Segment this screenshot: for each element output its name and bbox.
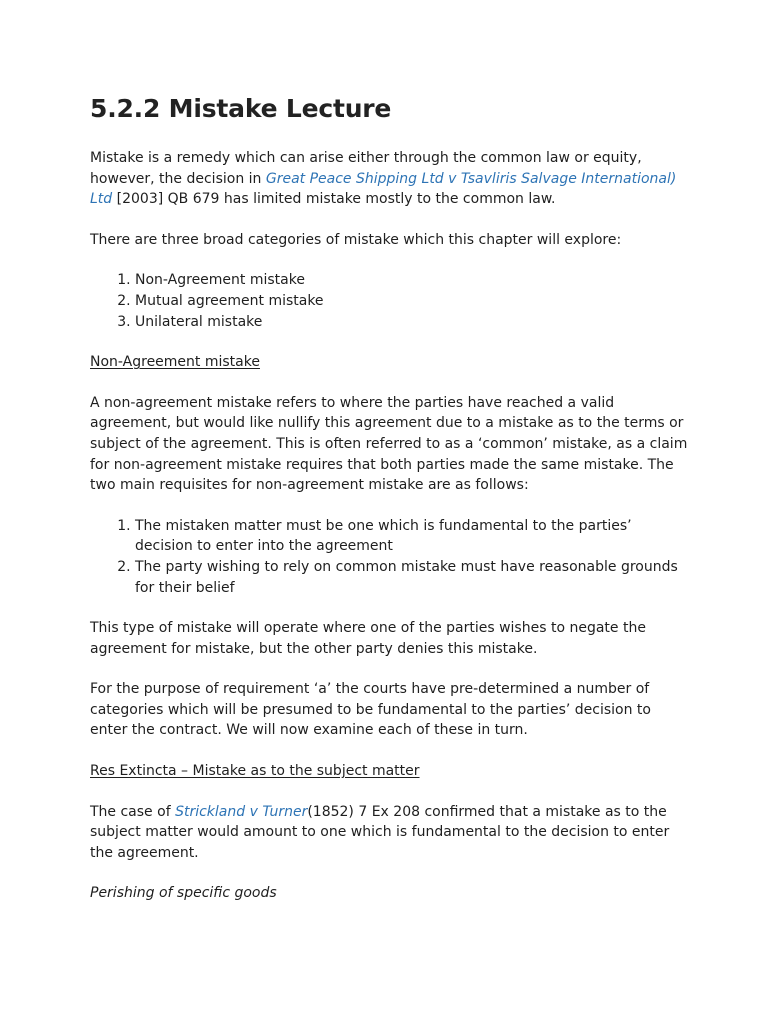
requisites-list [90,516,690,598]
case-link-strickland[interactable]: Strickland v Turner [175,803,308,820]
page-title: 5.2.2 Mistake Lecture [90,94,392,123]
subheading-perishing-goods: Perishing of specific goods [90,885,277,902]
intro-text-after: [2003] QB 679 has limited mistake mostly to the common law. [112,191,556,208]
non-agreement-paragraph: A non-agreement mistake refers to where the parties have reached a valid agreement, but would like nullify this agreement due to a mistake as to the terms or subject of the agreement. This is often referred to as a ‘common’ mistake, as a claim for non-agreement mistake requires that both parties made the same mistake. The two main requisites for non-agreement mistake are as follows: [90,394,688,494]
list-item: 3. Unilateral mistake [135,312,690,333]
list-item: 1. Non-Agreement mistake [135,270,690,291]
section-heading-non-agreement: Non-Agreement mistake [90,354,260,371]
list-item: 1. The mistaken matter must be one which is fundamental to the parties’ decision to enter into the agreement [135,516,690,557]
res-extincta-text-before: The case of [90,803,176,820]
res-extincta-text-after: (1852) 7 Ex 208 confirmed that a mistake as to the subject matter would amount to one which is fundamental to the decision to enter the agreement. [90,803,670,861]
section-heading-res-extincta: Res Extincta – Mistake as to the subject matter [90,763,420,780]
list-item: 2. The party wishing to rely on common mistake must have reasonable grounds for their belief [135,557,690,598]
case-link-great-peace[interactable]: Great Peace Shipping Ltd v Tsavliris Salvage International) Ltd [90,170,677,208]
categories-list [90,270,690,332]
categories-intro: There are three broad categories of mistake which this chapter will explore: [90,231,622,248]
non-agreement-paragraph-2: This type of mistake will operate where one of the parties wishes to negate the agreement for mistake, but the other party denies this mistake. [90,620,646,657]
intro-text-before: Mistake is a remedy which can arise either through the common law or equity, however, the decision in [90,150,642,187]
res-extincta-paragraph [90,802,690,864]
non-agreement-paragraph-3: For the purpose of requirement ‘a’ the courts have pre-determined a number of categories which will be presumed to be fundamental to the parties’ decision to enter the contract. We will now examine each of these in turn. [90,681,651,739]
list-item: 2. Mutual agreement mistake [135,291,690,312]
document-page [90,94,690,924]
intro-paragraph [90,148,690,210]
